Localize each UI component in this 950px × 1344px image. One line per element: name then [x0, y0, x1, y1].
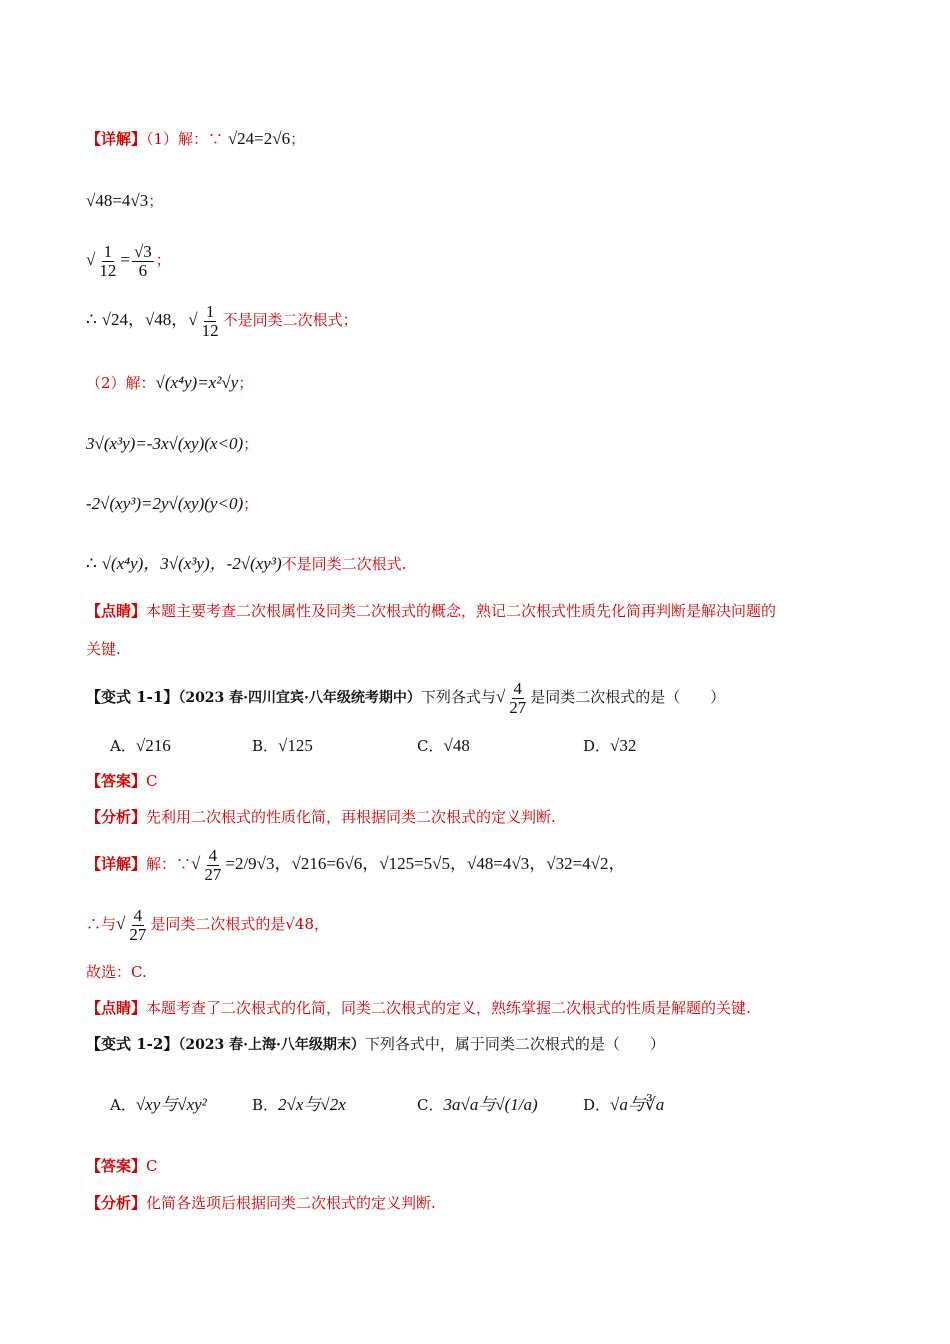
answer-line: [86, 1155, 158, 1177]
equation: √(x⁴y)=x²√y: [155, 373, 239, 392]
therefore-symbol: ∴: [86, 554, 97, 573]
detail-lead: 解：∵: [146, 855, 192, 873]
detail-line-5: [86, 372, 253, 394]
punct: ；: [243, 495, 259, 513]
equation: √24=2√6: [227, 129, 291, 148]
frac-denominator: 27: [129, 924, 147, 944]
question-text-tail: 是同类二次根式的是（ ）: [530, 688, 726, 706]
detail-line-3: [86, 240, 171, 280]
detail-line-8: [86, 553, 406, 575]
equation: √(x⁴y)，3√(x³y)，-2√(xy³): [101, 554, 282, 573]
detail-line: [86, 843, 626, 885]
answer-value: C: [146, 1157, 158, 1175]
option-label: D．: [583, 1096, 611, 1114]
frac-numerator: 1: [103, 241, 113, 261]
frac-numerator: 4: [513, 678, 523, 698]
note-line-2: [86, 638, 121, 660]
punct: ；: [238, 374, 254, 392]
answer-tag: 【答案】: [86, 772, 147, 790]
analysis-text: 先利用二次根式的性质化简，再根据同类二次根式的定义判断.: [146, 808, 556, 826]
option-label: A．: [110, 1096, 136, 1114]
question-source: （2023 春·四川宜宾·八年级统考期中）: [178, 690, 421, 706]
conclusion-text: 不是同类二次根式；: [222, 311, 358, 329]
punct: ；: [148, 192, 164, 210]
question-1-1: [86, 676, 725, 719]
detail-lead: （1）解：∵: [146, 130, 224, 148]
detail-line-2: [86, 190, 163, 212]
frac-denominator: 27: [509, 697, 527, 717]
answer-tag: 【答案】: [86, 1157, 147, 1175]
answer-line: [86, 770, 158, 792]
option-d[interactable]: D．√32: [583, 736, 637, 755]
analysis-line: [86, 806, 556, 828]
option-value: 216: [145, 736, 171, 755]
option-a[interactable]: A．√216: [110, 736, 171, 755]
option-value: 125: [287, 736, 313, 755]
detail-line-7: [86, 493, 258, 515]
question-source: （2023 春·上海·八年级期末）: [178, 1037, 365, 1053]
option-value: 48: [452, 736, 470, 755]
analysis-tag: 【分析】: [86, 1194, 147, 1212]
punct: ；: [155, 251, 171, 269]
answer-value: C: [146, 772, 158, 790]
question-text: 下列各式中，属于同类二次根式的是（ ）: [364, 1035, 665, 1053]
punct: ；: [290, 130, 306, 148]
frac-denominator: 12: [99, 260, 117, 280]
option-b[interactable]: B．√125: [252, 736, 313, 755]
conclusion-text: 不是同类二次根式.: [281, 555, 407, 573]
frac-denominator: 6: [138, 260, 148, 280]
option-label: B．: [252, 737, 279, 755]
option-c[interactable]: [417, 1094, 538, 1116]
fraction-root: √ $\frac{4}{27}$: [191, 845, 222, 884]
conclusion-line: [86, 903, 329, 945]
option-label: A．: [110, 737, 136, 755]
analysis-line: [86, 1192, 436, 1214]
analysis-tag: 【分析】: [86, 808, 147, 826]
choice-line: [86, 961, 147, 983]
detail-line-1: [86, 128, 305, 150]
detail-lead: （2）解：: [86, 374, 156, 392]
equation: √24，√48，: [101, 310, 189, 329]
equation: =2/9√3，√216=6√6，√125=5√5，√48=4√3，√32=4√2，: [225, 854, 626, 873]
note-tag: 【点睛】: [86, 602, 147, 620]
option-d[interactable]: [583, 1094, 664, 1116]
question-tag: 【变式 1-1】: [86, 688, 179, 706]
option-label: C．: [417, 1096, 444, 1114]
choice-text: 故选：C.: [86, 963, 147, 981]
option-label: D．: [583, 737, 611, 755]
note-text: 关键.: [86, 640, 121, 658]
frac-denominator: 27: [204, 864, 222, 884]
frac-denominator: 12: [201, 320, 219, 340]
frac-numerator: 4: [208, 845, 218, 865]
frac-numerator: 1: [205, 301, 215, 321]
punct: ；: [243, 435, 259, 453]
fraction-root: √ $\frac{4}{27}$: [116, 905, 147, 944]
analysis-text: 化简各选项后根据同类二次根式的定义判断.: [146, 1194, 436, 1212]
fraction-root: √ $\frac{4}{27}$: [495, 678, 527, 717]
note-tag: 【点睛】: [86, 999, 147, 1017]
option-value: √xy与√xy²: [135, 1095, 207, 1114]
option-value: 32: [619, 736, 637, 755]
conclusion-text: 是同类二次根式的是√48，: [150, 915, 330, 933]
therefore-symbol: ∴: [86, 310, 97, 329]
option-a[interactable]: [110, 1094, 207, 1116]
detail-tag: 【详解】: [86, 130, 147, 148]
question-tag: 【变式 1-2】: [86, 1035, 179, 1053]
option-value: 3a√a与√(1/a): [443, 1095, 538, 1114]
fraction-root: √ $\frac{1}{12}$: [188, 301, 219, 340]
question-text: 下列各式与: [420, 688, 496, 706]
option-c[interactable]: C．√48: [417, 736, 470, 755]
option-label: B．: [252, 1096, 279, 1114]
detail-line-4: [86, 300, 358, 340]
note-line: [86, 997, 751, 1019]
option-value: 2√x与√2x: [278, 1095, 346, 1114]
conclusion-lead: ∴与: [86, 915, 117, 933]
option-value: √a与∛a: [610, 1095, 665, 1114]
equation: 3√(x³y)=-3x√(xy)(x<0): [86, 434, 244, 453]
option-label: C．: [417, 737, 444, 755]
note-text: 本题考查了二次根式的化简，同类二次根式的定义，熟练掌握二次根式的性质是解题的关键.: [146, 999, 751, 1017]
equation: √48=4√3: [86, 191, 149, 210]
detail-tag: 【详解】: [86, 855, 147, 873]
equation: -2√(xy³)=2y√(xy)(y<0): [86, 494, 244, 513]
option-b[interactable]: [252, 1094, 346, 1116]
frac-numerator: √3: [133, 241, 152, 261]
detail-line-6: [86, 433, 258, 455]
equation: √ $\frac{1}{12}$ = $\frac{√3}{6}$: [86, 241, 152, 280]
note-line-1: [86, 600, 776, 622]
frac-numerator: 4: [133, 905, 143, 925]
question-1-2: [86, 1033, 665, 1056]
note-text: 本题主要考查二次根属性及同类二次根式的概念，熟记二次根式性质先化简再判断是解决问题的: [146, 602, 777, 620]
